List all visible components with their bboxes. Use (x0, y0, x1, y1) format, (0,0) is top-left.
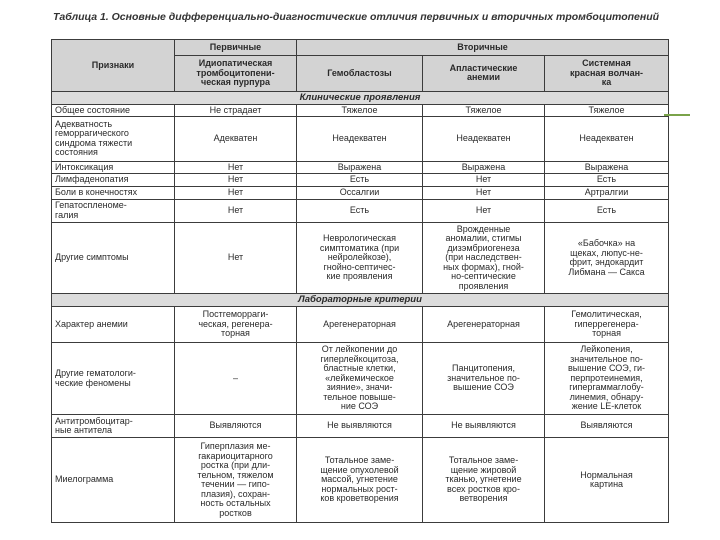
section-lab: Лабораторные критерии (52, 294, 669, 307)
header-row-1 (52, 40, 669, 56)
row-label: Интоксикация (52, 161, 175, 174)
clinical-row (52, 104, 669, 117)
table-caption: Таблица 1. Основные дифференциально-диагностические отличия первичных и вторичных тромбоцитопений (53, 11, 660, 23)
row-label: Лимфаденопатия (52, 174, 175, 187)
cell-aplastic: Врожденные аномалии, стигмы дизэмбриогенеза (при наследствен- ных формах), гной- но-септические проявления (423, 222, 545, 293)
clinical-row (52, 199, 669, 222)
cell-aplastic: Арегенераторная (423, 307, 545, 343)
cell-aplastic: Не выявляются (423, 414, 545, 437)
header-signs: Признаки (52, 40, 175, 92)
header-aplastic: Апластические анемии (423, 55, 545, 91)
cell-aplastic: Тяжелое (423, 104, 545, 117)
cell-itp: Нет (175, 199, 297, 222)
cell-hemo: От лейкопении до гиперлейкоцитоза, бластные клетки, «лейкемическое зияние», значи- тельное повыше- ние СОЭ (297, 343, 423, 415)
cell-hemo: Тяжелое (297, 104, 423, 117)
cell-hemo: Есть (297, 174, 423, 187)
cell-hemo: Есть (297, 199, 423, 222)
cell-sle: Лейкопения, значительное по- вышение СОЭ, ги- перпротеинемия, гипергаммаглобу- линемия, обнару- жение LE-клеток (545, 343, 669, 415)
section-row-lab (52, 294, 669, 307)
cell-itp: Нет (175, 187, 297, 200)
clinical-row (52, 187, 669, 200)
cell-sle: Выражена (545, 161, 669, 174)
clinical-row (52, 222, 669, 293)
row-label: Адекватность геморрагического синдрома тяжести состояния (52, 117, 175, 161)
header-primary: Первичные (175, 40, 297, 56)
cell-itp: Нет (175, 161, 297, 174)
row-label: Антитромбоцитар- ные антитела (52, 414, 175, 437)
header-hemoblastosis: Гемобластозы (297, 55, 423, 91)
cell-sle: Гемолитическая, гиперрегенера- торная (545, 307, 669, 343)
row-label: Миелограмма (52, 438, 175, 523)
cell-aplastic: Нет (423, 187, 545, 200)
cell-sle: Есть (545, 199, 669, 222)
decorative-accent-line (664, 114, 690, 116)
cell-itp: Гиперплазия ме- гакариоцитарного ростка (при дли- тельном, тяжелом течении — гипо- плазия), сохран- ность остальных ростков (175, 438, 297, 523)
cell-itp: – (175, 343, 297, 415)
cell-aplastic: Нет (423, 199, 545, 222)
cell-itp: Выявляются (175, 414, 297, 437)
clinical-row (52, 161, 669, 174)
cell-aplastic: Тотальное заме- щение жировой тканью, угнетение всех ростков кро- ветворения (423, 438, 545, 523)
cell-sle: Есть (545, 174, 669, 187)
cell-sle: Тяжелое (545, 104, 669, 117)
row-label: Гепатоспленоме- галия (52, 199, 175, 222)
lab-row (52, 307, 669, 343)
row-label: Другие гематологи- ческие феномены (52, 343, 175, 415)
cell-hemo: Тотальное заме- щение опухолевой массой, угнетение нормальных рост- ков кроветворения (297, 438, 423, 523)
section-row-clinical (52, 91, 669, 104)
cell-itp: Постгеморраги- ческая, регенера- торная (175, 307, 297, 343)
cell-itp: Нет (175, 222, 297, 293)
cell-itp: Нет (175, 174, 297, 187)
cell-itp: Адекватен (175, 117, 297, 161)
cell-hemo: Не выявляются (297, 414, 423, 437)
lab-row (52, 414, 669, 437)
cell-itp: Не страдает (175, 104, 297, 117)
cell-sle: Неадекватен (545, 117, 669, 161)
cell-hemo: Оссалгии (297, 187, 423, 200)
cell-aplastic: Нет (423, 174, 545, 187)
cell-aplastic: Выражена (423, 161, 545, 174)
row-label: Характер анемии (52, 307, 175, 343)
row-label: Другие симптомы (52, 222, 175, 293)
differential-table (51, 39, 669, 523)
cell-sle: Нормальная картина (545, 438, 669, 523)
row-label: Общее состояние (52, 104, 175, 117)
header-secondary: Вторичные (297, 40, 669, 56)
cell-hemo: Арегенераторная (297, 307, 423, 343)
cell-sle: Артралгии (545, 187, 669, 200)
clinical-row (52, 117, 669, 161)
cell-aplastic: Неадекватен (423, 117, 545, 161)
header-sle: Системная красная волчан- ка (545, 55, 669, 91)
cell-hemo: Неврологическая симптоматика (при нейролейкозе), гнойно-септичес- кие проявления (297, 222, 423, 293)
lab-row (52, 438, 669, 523)
clinical-row (52, 174, 669, 187)
row-label: Боли в конечностях (52, 187, 175, 200)
section-clinical: Клинические проявления (52, 91, 669, 104)
cell-sle: «Бабочка» на щеках, люпус-не- фрит, эндокардит Либмана — Сакса (545, 222, 669, 293)
cell-hemo: Неадекватен (297, 117, 423, 161)
cell-hemo: Выражена (297, 161, 423, 174)
cell-aplastic: Панцитопения, значительное по- вышение СОЭ (423, 343, 545, 415)
header-itp: Идиопатическая тромбоцитопени- ческая пурпура (175, 55, 297, 91)
lab-row (52, 343, 669, 415)
cell-sle: Выявляются (545, 414, 669, 437)
